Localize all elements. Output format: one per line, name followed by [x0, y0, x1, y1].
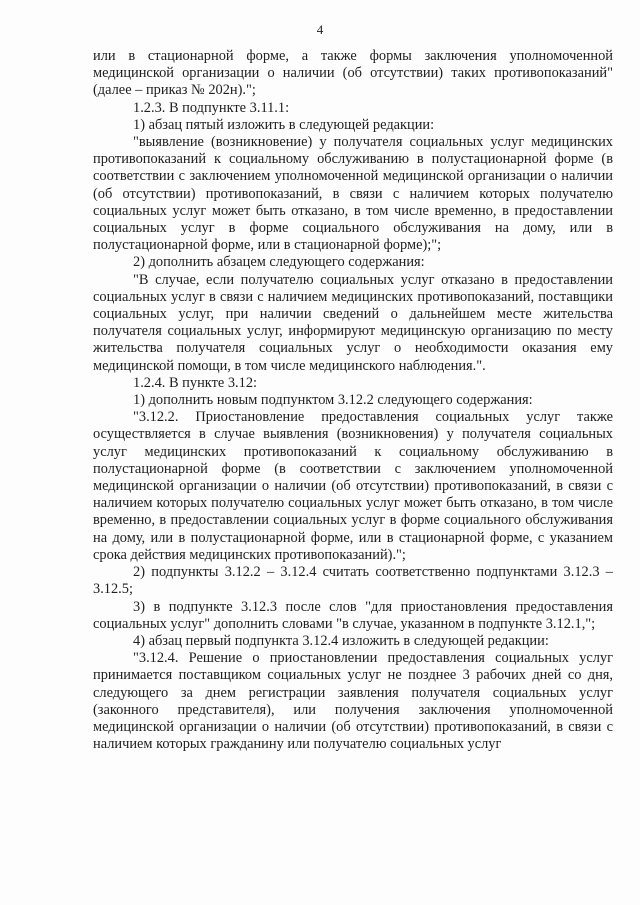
paragraph: "В случае, если получателю социальных услуг отказано в предоставлении социальных услуг в связи с наличием медицинских противопоказаний, поставщики социальных услуг, при наличии сведений о дальнейшем месте жительства получателя социальных услуг, информируют медицинскую организацию по месту жительства получателя социальных услуг о необходимости оказания ему медицинской помощи, в том числе медицинского наблюдения.". [93, 271, 613, 374]
paragraph: 2) подпункты 3.12.2 – 3.12.4 считать соответственно подпунктами 3.12.3 – 3.12.5; [93, 564, 613, 598]
paragraph: 1) абзац пятый изложить в следующей редакции: [133, 116, 435, 133]
paragraph: 4) абзац первый подпункта 3.12.4 изложить в следующей редакции: [133, 632, 549, 649]
paragraph: или в стационарной форме, а также формы заключения уполномоченной медицинской организации о наличии (об отсутствии) таких противопоказаний" (далее – приказ № 202н)."; [93, 48, 613, 99]
paragraph: "выявление (возникновение) у получателя социальных услуг медицинских противопоказаний к социальному обслуживанию в полустационарной форме (в соответствии с заключением уполномоченной медицинской организации о наличии (об отсутствии) противопоказаний, в связи с наличием которых получателю социальных услуг может быть отказано, в том числе временно, в предоставлении социальных услуг в форме социального обслуживания на дому, или в полустационарной форме, или в стационарной форме);"; [93, 134, 613, 254]
paragraph: 2) дополнить абзацем следующего содержания: [133, 254, 425, 271]
paragraph: 1.2.4. В пункте 3.12: [133, 374, 258, 391]
document-body [93, 48, 613, 753]
paragraph: 3) в подпункте 3.12.3 после слов "для приостановления предоставления социальных услуг" дополнить словами "в случае, указанном в подпункте 3.12.1,"; [93, 598, 613, 632]
paragraph: "3.12.2. Приостановление предоставления социальных услуг также осуществляется в случае выявления (возникновения) у получателя социальных услуг медицинских противопоказаний к социальному обслуживанию в полустационарной форме (в соответствии с заключением уполномоченной медицинской организации о наличии (об отсутствии) противопоказаний, в связи с наличием которых получателю социальных услуг может быть отказано, в том числе временно, в предоставлении социальных услуг в форме социального обслуживания на дому, или в полустационарной форме, или в стационарной форме, с указанием срока действия медицинских противопоказаний)."; [93, 409, 613, 563]
paragraph: 1) дополнить новым подпунктом 3.12.2 следующего содержания: [133, 392, 533, 409]
page-number: 4 [316, 22, 324, 37]
paragraph: "3.12.4. Решение о приостановлении предоставления социальных услуг принимается поставщиком социальных услуг не позднее 3 рабочих дней со дня, следующего за днем регистрации заявления получателя социальных услуг (законного представителя), или получения заключения уполномоченной медицинской организации о наличии (об отсутствии) противопоказаний, в связи с наличием которых гражданину или получателю социальных услуг [93, 650, 613, 753]
paragraph: 1.2.3. В подпункте 3.11.1: [133, 99, 290, 116]
